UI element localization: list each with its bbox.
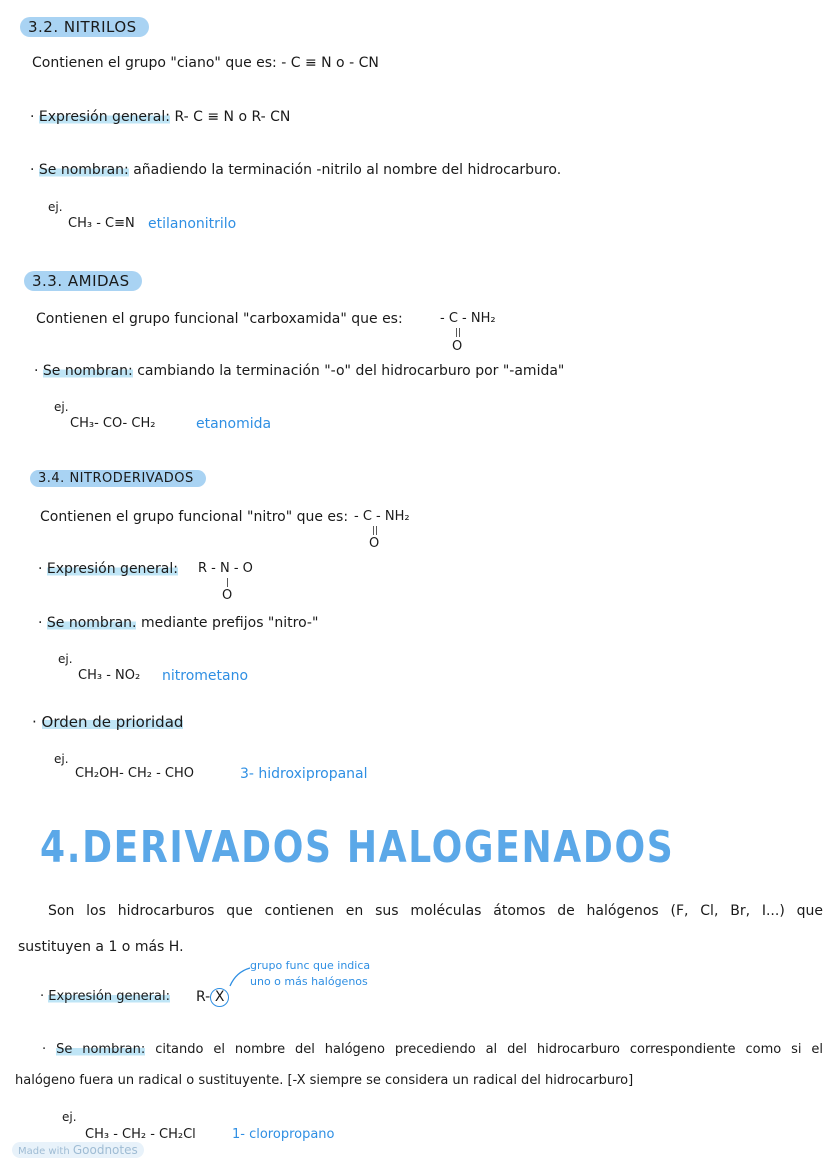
single-bond: | <box>226 578 230 588</box>
expr-label: Expresión general: <box>46 561 178 577</box>
halogenados-naming: · Se nombran: citando el nombre del halógeno precediendo al del hidrocarburo correspondiente como si el <box>42 1042 824 1057</box>
nitro-intro: Contienen el grupo funcional "nitro" que es: <box>40 509 349 525</box>
halogen-circle: X <box>210 988 229 1007</box>
names-label: Se nombran: <box>56 1042 146 1057</box>
ej-label: ej. <box>58 652 73 666</box>
priority-order: · Orden de prioridad <box>32 713 184 731</box>
section-title-halogenados: 4.DERIVADOS HALOGENADOS <box>40 822 675 873</box>
example2-name: 3- hidroxipropanal <box>240 766 368 782</box>
names-label: Se nombran: <box>38 162 129 178</box>
halogenados-expression: · Expresión general: <box>40 989 170 1004</box>
amidas-naming: · Se nombran: cambiando la terminación "-o" del hidrocarburo por "-amida" <box>34 363 565 379</box>
names-value: añadiendo la terminación -nitrilo al nombre del hidrocarburo. <box>133 162 562 178</box>
annotation-line1: grupo func que indica <box>250 959 371 972</box>
nitrilos-intro: Contienen el grupo "ciano" que es: - C ≡ N o - CN <box>32 55 379 71</box>
names-line2: halógeno fuera un radical o sustituyente. [-X siempre se considera un radical del hidrocarburo] <box>15 1073 634 1088</box>
section-heading-amidas: 3.3. AMIDAS <box>24 271 142 291</box>
watermark-brand: Goodnotes <box>72 1143 138 1157</box>
ej-label: ej. <box>48 200 63 214</box>
example2-formula: CH₂OH- CH₂ - CHO <box>75 766 194 781</box>
ej-label: ej. <box>54 752 69 766</box>
expr-value: R - N - O <box>198 561 253 576</box>
expr-value <box>196 988 229 1007</box>
expr-prefix: R- <box>196 989 211 1005</box>
example-formula: CH₃ - CH₂ - CH₂Cl <box>85 1127 196 1142</box>
expr-value: R- C ≡ N o R- CN <box>174 109 291 125</box>
group-formula: - C - NH₂ <box>440 311 496 326</box>
double-bond: || <box>372 526 379 536</box>
example-name: nitrometano <box>162 668 249 684</box>
example-name: etilanonitrilo <box>148 216 237 232</box>
ej-label: ej. <box>62 1110 77 1124</box>
halogenados-paragraph-line2: sustituyen a 1 o más H. <box>18 939 184 955</box>
example-formula: CH₃- CO- CH₂ <box>70 416 156 431</box>
watermark-prefix: Made with <box>18 1146 70 1157</box>
nitrilos-expression: · Expresión general: R- C ≡ N o R- CN <box>30 109 291 125</box>
halogenados-paragraph-line1: Son los hidrocarburos que contienen en sus moléculas átomos de halógenos (F, Cl, Br, I...) que <box>48 903 823 919</box>
example-formula: CH₃ - NO₂ <box>78 668 141 683</box>
annotation-line2: uno o más halógenos <box>250 975 368 988</box>
section-heading-nitrilos: 3.2. NITRILOS <box>20 17 149 37</box>
ej-label: ej. <box>54 400 69 414</box>
double-bond: || <box>455 328 462 338</box>
names-value: cambiando la terminación "-o" del hidrocarburo por "-amida" <box>137 363 565 379</box>
priority-label: Orden de prioridad <box>41 713 184 731</box>
goodnotes-watermark <box>12 1142 144 1158</box>
names-line1: citando el nombre del halógeno precediendo al del hidrocarburo correspondiente como si el <box>155 1042 824 1057</box>
example-name: etanomida <box>196 416 272 432</box>
nitro-expression: · Expresión general: <box>38 561 178 577</box>
names-label: Se nombran: <box>42 363 133 379</box>
oxygen: O <box>452 339 463 354</box>
section-heading-nitroderivados: 3.4. NITRODERIVADOS <box>30 470 206 487</box>
oxygen: O <box>369 536 380 551</box>
amidas-intro: Contienen el grupo funcional "carboxamida" que es: <box>36 311 403 327</box>
nitro-naming: · Se nombran. mediante prefijos "nitro-" <box>38 615 319 631</box>
nitrilos-naming: · Se nombran: añadiendo la terminación -nitrilo al nombre del hidrocarburo. <box>30 162 562 178</box>
expr-oxygen: O <box>222 588 233 603</box>
names-value: mediante prefijos "nitro-" <box>140 615 319 631</box>
group-formula: - C - NH₂ <box>354 509 410 524</box>
expr-label: Expresión general: <box>38 109 170 125</box>
expr-label: Expresión general: <box>48 989 170 1004</box>
example-name: 1- cloropropano <box>232 1127 335 1142</box>
example-formula: CH₃ - C≡N <box>68 216 135 231</box>
names-label: Se nombran. <box>46 615 137 631</box>
annotation-arrow-icon <box>226 966 252 990</box>
